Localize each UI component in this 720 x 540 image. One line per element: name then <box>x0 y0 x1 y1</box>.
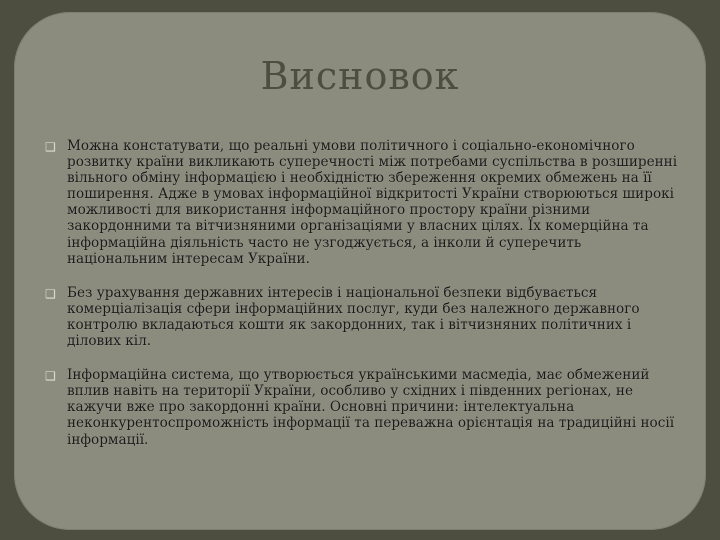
bullet-list <box>45 138 685 466</box>
bullet-text: Інформаційна система, що утворюється українськими масмедіа, має обмежений вплив навіть на території України, особливо у східних і південних регіонах, не кажучи вже про закордонні країни. Основні причини: інтелектуальна неконкурентоспроможність інформації та переважна орієнтація на традиційні носії інформації. <box>67 367 675 448</box>
bullet-item-3 <box>45 367 685 447</box>
square-bullet-icon: ❑ <box>45 369 56 384</box>
bullet-text: Без урахування державних інтересів і національної безпеки відбувається комерціалізація сфери інформаційних послуг, куди без належного державного контролю вкладаються кошти як закордонних, так і вітчизняних політичних і ділових кіл. <box>67 284 640 350</box>
bullet-text: Можна констатувати, що реальні умови політичного і соціально-економічного розвитку країни викликають суперечності між потребами суспільства в розширенні вільного обміну інформацією і необхідністю збереження окремих обмежень на її поширення. Адже в умовах інформаційної відкритості України створюються широкі можливості для використання інформаційного простору країни різними закордонними та вітчизняними організаціями у власних цілях. Їх комерційна та інформаційна діяльність часто не узгоджується, а інколи й суперечить національним інтересам України. <box>67 138 678 267</box>
bullet-item-2 <box>45 285 685 349</box>
square-bullet-icon: ❑ <box>45 140 56 154</box>
square-bullet-icon: ❑ <box>45 286 56 301</box>
bullet-item-1 <box>45 138 685 267</box>
slide-title: Висновок <box>260 54 460 98</box>
